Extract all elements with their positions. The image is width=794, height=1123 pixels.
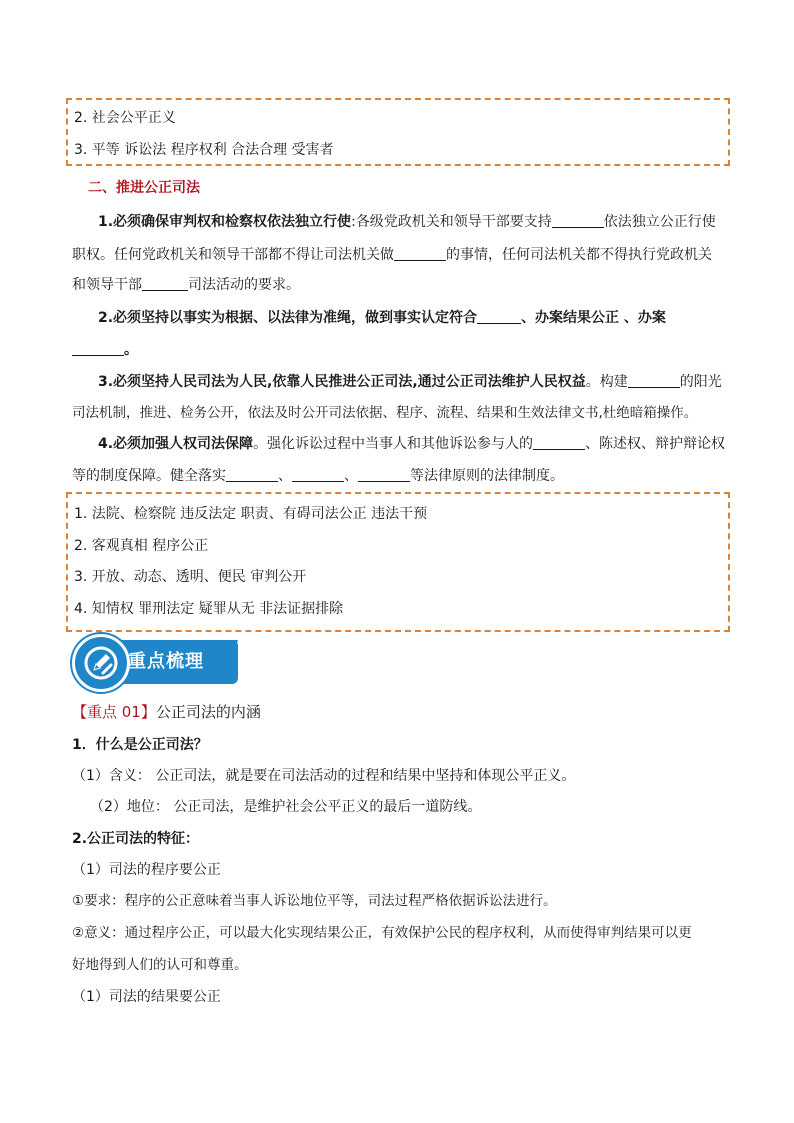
fill-blank bbox=[394, 246, 446, 261]
text: 等法律原则的法律制度。 bbox=[410, 468, 564, 484]
banner-title: 重点梳理 bbox=[128, 651, 204, 672]
text: 依法独立公正行使 bbox=[603, 214, 716, 230]
text: 等的制度保障。健全落实 bbox=[72, 468, 226, 484]
fill-blank bbox=[533, 435, 585, 450]
fill-blank bbox=[292, 467, 344, 482]
paragraph-3-line-2: 司法机制，推进、检务公开，依法及时公开司法依据、程序、流程、结果和生效法律文书,杜绝暗箱操作。 bbox=[72, 405, 698, 421]
pencil-icon bbox=[72, 634, 130, 692]
section-heading: 二、推进公正司法 bbox=[88, 180, 200, 196]
question-2-procedure: （1）司法的程序要公正 bbox=[72, 862, 221, 878]
answer-line: 2. 客观真相 程序公正 bbox=[74, 538, 209, 554]
answer-box-1 bbox=[66, 98, 730, 166]
answer-line: 1. 法院、检察院 违反法定 职责、有碍司法公正 违法干预 bbox=[74, 506, 428, 522]
banner-tail bbox=[224, 640, 238, 684]
text: 的阳光 bbox=[679, 374, 722, 390]
question-2: 2.公正司法的特征： bbox=[72, 831, 200, 847]
text: 司法活动的要求。 bbox=[188, 277, 300, 293]
text: 。构建 bbox=[585, 374, 628, 390]
paragraph-1-line-3 bbox=[72, 275, 300, 295]
paragraph-2-line-1 bbox=[98, 308, 666, 328]
question-2-result: （1）司法的结果要公正 bbox=[72, 989, 221, 1005]
fill-blank bbox=[477, 309, 521, 324]
paragraph-4-line-1 bbox=[98, 434, 725, 454]
point-title: 4.必须加强人权司法保障 bbox=[98, 436, 254, 452]
fill-blank bbox=[628, 373, 680, 388]
question-1-status: （2）地位： 公正司法，是维护社会公平正义的最后一道防线。 bbox=[90, 799, 482, 815]
fill-blank bbox=[142, 276, 188, 291]
text: 、 bbox=[278, 468, 292, 484]
point-title: 3.必须坚持人民司法为人民,依靠人民推进公正司法,通过公正司法维护人民权益 bbox=[98, 374, 586, 390]
point-title: 1.必须确保审判权和检察权依法独立行使 bbox=[98, 214, 352, 230]
text: 。强化诉讼过程中当事人和其他诉讼参与人的 bbox=[253, 436, 534, 452]
question-1: 1．什么是公正司法？ bbox=[72, 737, 208, 753]
text: 、办案结果公正 、办案 bbox=[521, 310, 666, 326]
question-1-definition: （1）含义： 公正司法，就是要在司法活动的过程和结果中坚持和体现公平正义。 bbox=[72, 768, 576, 784]
fill-blank bbox=[358, 467, 410, 482]
answer-box-2 bbox=[66, 492, 730, 632]
text: :各级党政机关和领导干部要支持 bbox=[351, 214, 552, 230]
fill-blank bbox=[72, 341, 124, 356]
text: 职权。任何党政机关和领导干部都不得让司法机关做 bbox=[72, 247, 394, 263]
paragraph-2-line-2 bbox=[72, 340, 138, 360]
answer-line: 3. 平等 诉讼法 程序权利 合法合理 受害者 bbox=[74, 142, 334, 158]
text: 、 bbox=[344, 468, 358, 484]
fill-blank bbox=[552, 213, 604, 228]
text: 、陈述权、辩护辩论权 bbox=[585, 436, 726, 452]
question-2-requirement: ①要求：程序的公正意味着当事人诉讼地位平等，司法过程严格依据诉讼法进行。 bbox=[72, 893, 557, 909]
text: 的事情，任何司法机关都不得执行党政机关 bbox=[446, 247, 712, 263]
answer-line: 3. 开放、动态、透明、便民 审判公开 bbox=[74, 569, 307, 585]
answer-line: 2. 社会公平正义 bbox=[74, 110, 176, 126]
text: 2.必须坚持以事实为根据、以法律为准绳，做到事实认定符合 bbox=[98, 310, 478, 326]
question-2-significance: ②意义：通过程序公正，可以最大化实现结果公正，有效保护公民的程序权利，从而使得审判结果可以更 bbox=[72, 925, 692, 941]
question-2-significance-cont: 好地得到人们的认可和尊重。 bbox=[72, 957, 248, 973]
key-point-title: 公正司法的内涵 bbox=[155, 703, 261, 721]
key-point-heading bbox=[72, 702, 261, 722]
paragraph-4-line-2 bbox=[72, 466, 564, 486]
key-point-tag: 【重点 01】 bbox=[72, 703, 156, 721]
fill-blank bbox=[226, 467, 278, 482]
paragraph-3-line-1 bbox=[98, 372, 722, 392]
paragraph-1-line-1 bbox=[98, 212, 716, 232]
paragraph-1-line-2 bbox=[72, 245, 712, 265]
text: 。 bbox=[124, 342, 138, 358]
text: 和领导干部 bbox=[72, 277, 142, 293]
answer-line: 4. 知情权 罪刑法定 疑罪从无 非法证据排除 bbox=[74, 601, 344, 617]
